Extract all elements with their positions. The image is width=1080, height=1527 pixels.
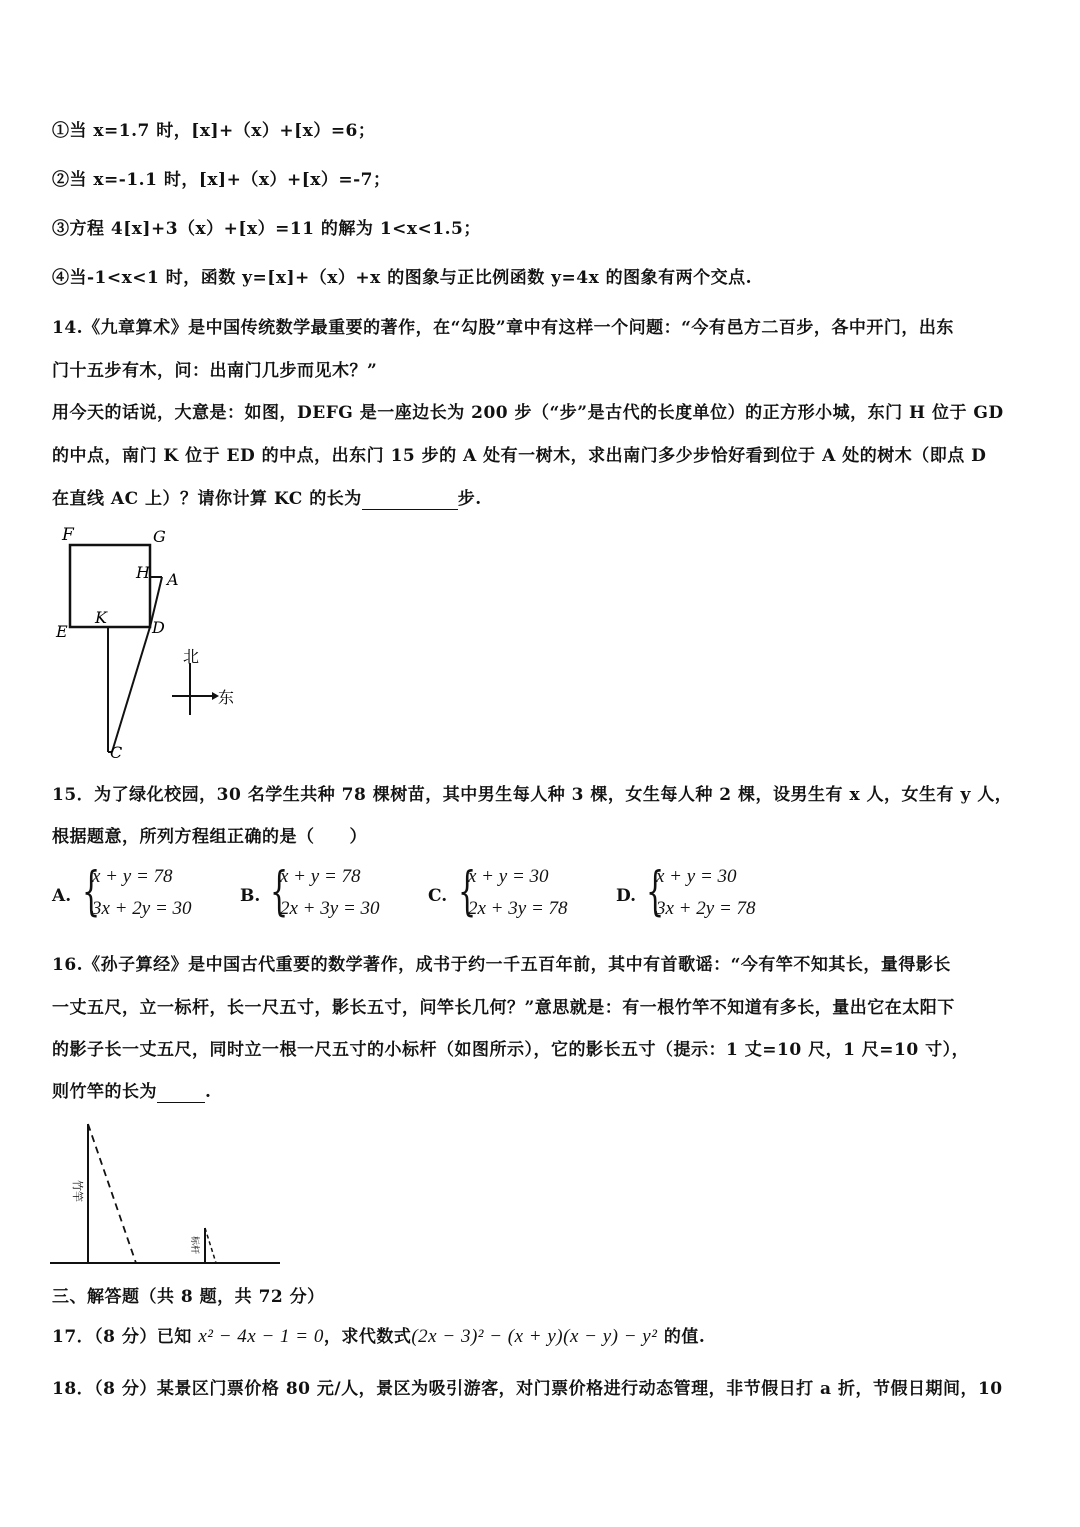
option-c-eq-2: 2x + 3y = 78 (468, 898, 568, 919)
q16-line-3: 的影子长一丈五尺，同时立一根一尺五寸的小标杆（如图所示），它的影长五寸（提示：1 丈=10 尺，1 尺=10 寸）， (52, 1040, 970, 1060)
q18-line-1: 18．（8 分）某景区门票价格 80 元/人，景区为吸引游客，对门票价格进行动态管理，非节假日打 a 折，节假日期间，10 (52, 1379, 1003, 1399)
q17 (52, 1322, 705, 1348)
label-a: A (167, 570, 179, 589)
label-c: C (110, 743, 123, 762)
q14-line-5-end: 步. (457, 489, 482, 509)
label-g: G (153, 527, 166, 546)
pole-label: 竹竿 (71, 1180, 84, 1202)
brace-icon: { (646, 862, 665, 922)
option-b-eq-2: 2x + 3y = 30 (280, 898, 380, 919)
statement-2: ②当 x=-1.1 时，[x]+（x）+[x）=-7； (52, 170, 391, 190)
option-d-eq-1: x + y = 30 (656, 866, 737, 887)
bamboo-shadow-ray (88, 1124, 136, 1263)
q17-expression: (2x − 3)² − (x + y)(x − y) − y² (411, 1326, 658, 1347)
figure-14 (50, 520, 270, 765)
brace-icon: { (270, 862, 289, 922)
label-d: D (152, 618, 165, 637)
q17-mid: ，求代数式 (323, 1327, 412, 1347)
q14-line-4: 的中点，南门 K 位于 ED 的中点，出东门 15 步的 A 处有一树木，求出南门多少步恰好看到位于 A 处的树木（即点 D (52, 446, 987, 466)
option-b-label: B. (240, 886, 261, 906)
label-e: E (56, 622, 68, 641)
option-d-eq-2: 3x + 2y = 78 (656, 898, 756, 919)
q16-line-1: 16.《孙子算经》是中国古代重要的数学著作，成书于约一千五百年前，其中有首歌谣：“今有竿不知其长，量得影长 (52, 955, 951, 975)
option-d-label: D. (616, 886, 637, 906)
segment-dc (112, 627, 150, 752)
square-defg (70, 545, 150, 627)
compass-east: 东 (218, 688, 235, 707)
label-k: K (95, 608, 107, 627)
q14-line-5-text: 在直线 AC 上）？请你计算 KC 的长为 (52, 489, 362, 509)
stick-shadow-ray (205, 1228, 216, 1263)
statement-1: ①当 x=1.7 时，[x]+（x）+[x）=6； (52, 121, 376, 141)
label-f: F (62, 525, 74, 545)
option-b-eq-1: x + y = 78 (280, 866, 361, 887)
option-a-eq-2: 3x + 2y = 30 (92, 898, 192, 919)
q14-line-5 (52, 484, 482, 510)
statement-3: ③方程 4[x]+3（x）+[x）=11 的解为 1<x<1.5； (52, 219, 481, 239)
q15-line-2: 根据题意，所列方程组正确的是（ ） (52, 827, 367, 847)
option-c-eq-1: x + y = 30 (468, 866, 549, 887)
q14-line-1: 14.《九章算术》是中国传统数学最重要的著作，在“勾股”章中有这样一个问题：“今有邑方二百步，各中开门，出东 (52, 318, 954, 338)
q16-line-2: 一丈五尺，立一标杆，长一尺五寸，影长五寸，问竿长几何？”意思就是：有一根竹竿不知道有多长，量出它在太阳下 (52, 998, 955, 1018)
statement-4: ④当-1<x<1 时，函数 y=[x]+（x）+x 的图象与正比例函数 y=4x 的图象有两个交点. (52, 268, 753, 288)
option-c[interactable] (428, 862, 598, 926)
brace-icon: { (82, 862, 101, 922)
q14-line-2: 门十五步有木，问：出南门几步而见木？” (52, 361, 378, 381)
q16-answer-blank (157, 1082, 205, 1103)
stick-label: 标杆 (189, 1236, 199, 1255)
q14-line-3: 用今天的话说，大意是：如图，DEFG 是一座边长为 200 步（“步”是古代的长度单位）的正方形小城，东门 H 位于 GD (52, 403, 1004, 423)
figure-16 (48, 1118, 288, 1268)
compass-north: 北 (183, 647, 200, 666)
option-d[interactable] (616, 862, 796, 926)
q14-answer-blank (362, 489, 458, 510)
label-h: H (136, 563, 150, 582)
option-a-eq-1: x + y = 78 (92, 866, 173, 887)
q17-suffix: 的值. (663, 1327, 706, 1347)
option-a[interactable] (52, 862, 222, 926)
q15-line-1: 15．为了绿化校园，30 名学生共种 78 棵树苗，其中男生每人种 3 棵，女生每人种 2 棵，设男生有 x 人，女生有 y 人， (52, 785, 1013, 805)
option-b[interactable] (240, 862, 410, 926)
section-3-heading: 三、解答题（共 8 题，共 72 分） (52, 1287, 325, 1307)
q17-condition: x² − 4x − 1 = 0 (198, 1326, 324, 1347)
q16-line-4 (52, 1077, 211, 1103)
option-c-label: C. (428, 886, 448, 906)
option-a-label: A. (52, 886, 72, 906)
q17-prefix: 17．（8 分）已知 (52, 1327, 192, 1347)
brace-icon: { (458, 862, 477, 922)
q16-line-4-text: 则竹竿的长为 (52, 1082, 157, 1102)
q16-line-4-end: . (205, 1082, 212, 1102)
